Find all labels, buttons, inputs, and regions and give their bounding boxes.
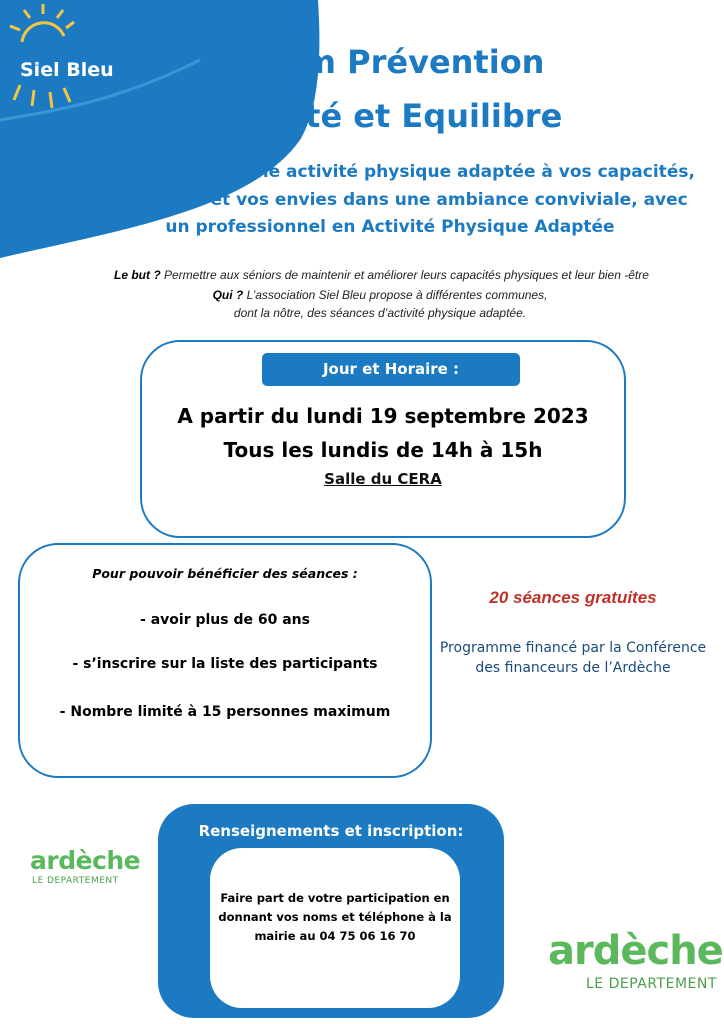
funding-text: des financeurs de l’Ardèche bbox=[475, 660, 671, 676]
ardeche-logo-small-sub: LE DEPARTEMENT bbox=[32, 876, 119, 886]
condition-item: - Nombre limité à 15 personnes maximum bbox=[59, 704, 391, 720]
condition-item: - avoir plus de 60 ans bbox=[140, 612, 310, 628]
schedule-heading: Jour et Horaire : bbox=[262, 353, 520, 386]
goal-text: Le but ? Permettre aux séniors de maintenir et améliorer leurs capacités physiques et leur bien -être bbox=[114, 268, 649, 282]
intro-line: un professionnel en Activité Physique Adaptée bbox=[165, 217, 615, 237]
free-sessions-text: 20 séances gratuites bbox=[489, 588, 657, 607]
page-subtitle: Santé et Equilibre bbox=[237, 97, 563, 135]
goal-label: Le but ? bbox=[114, 268, 161, 282]
ardeche-logo-large: ardèche bbox=[548, 928, 723, 974]
contact-heading: Renseignements et inscription: bbox=[198, 822, 464, 840]
schedule-recurrence: Tous les lundis de 14h à 15h bbox=[223, 438, 543, 462]
ardeche-logo-small: ardèche bbox=[30, 846, 141, 875]
schedule-start: A partir du lundi 19 septembre 2023 bbox=[177, 404, 589, 428]
contact-phone-text: mairie au 04 75 06 16 70 bbox=[254, 929, 416, 943]
ardeche-logo-large-sub: LE DEPARTEMENT bbox=[586, 976, 717, 992]
condition-item: - s’inscrire sur la liste des participants bbox=[72, 656, 378, 672]
contact-text: donnant vos noms et téléphone à la bbox=[218, 910, 452, 924]
who-label: Qui ? bbox=[212, 288, 244, 302]
funding-text: Programme financé par la Conférence bbox=[439, 640, 707, 656]
who-text: Qui ? L’association Siel Bleu propose à différentes communes, bbox=[212, 288, 548, 302]
page-title: Gym Prévention bbox=[255, 43, 545, 81]
conditions-heading: Pour pouvoir bénéficier des séances : bbox=[92, 566, 358, 581]
intro-line: Venez pratiquer une activité physique adaptée à vos capacités, bbox=[85, 162, 695, 182]
siel-bleu-logo-text: Siel Bleu bbox=[20, 59, 114, 81]
intro-line: vos besoins et vos envies dans une ambiance conviviale, avec bbox=[92, 190, 688, 210]
contact-text: Faire part de votre participation en bbox=[220, 891, 450, 905]
who-text-line2: dont la nôtre, des séances d’activité physique adaptée. bbox=[233, 306, 527, 320]
schedule-place: Salle du CERA bbox=[324, 470, 442, 488]
